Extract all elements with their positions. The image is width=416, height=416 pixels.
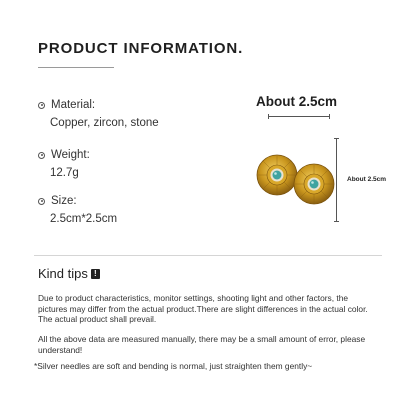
earring-right-image [292,162,336,206]
spec-label: Weight: [51,149,90,161]
spec-label: Size: [51,195,77,207]
spec-material [38,99,159,129]
needle-note: *Silver needles are soft and bending is normal, just straighten them gently~ [34,361,313,371]
bullet-icon [38,102,45,109]
title-underline [38,67,114,68]
page-title: PRODUCT INFORMATION. [38,40,244,57]
spec-value: 2.5cm*2.5cm [50,213,118,225]
height-dimension-label: About 2.5cm [347,176,387,183]
bullet-icon [38,152,45,159]
width-dimension-label: About 2.5cm [256,94,338,109]
bullet-icon [38,198,45,205]
spec-weight [38,149,90,179]
height-dimension-line [336,138,337,222]
spec-value: 12.7g [50,167,79,179]
width-dimension-line [268,116,330,117]
spec-size [38,195,117,225]
warning-icon: ! [91,269,100,279]
spec-label: Material: [51,99,96,111]
kind-tips-label: Kind tips [38,266,88,281]
measurement-paragraph: All the above data are measured manually, there may be a small amount of error, please understand! [38,334,366,355]
disclaimer-paragraph: Due to product characteristics, monitor settings, shooting light and other factors, the pictures may differ from the actual product.There are slight differences in the actual color. The actual product shall prevail. [38,293,368,324]
kind-tips-heading [38,266,100,281]
section-divider [34,255,382,256]
spec-value: Copper, zircon, stone [50,117,159,129]
